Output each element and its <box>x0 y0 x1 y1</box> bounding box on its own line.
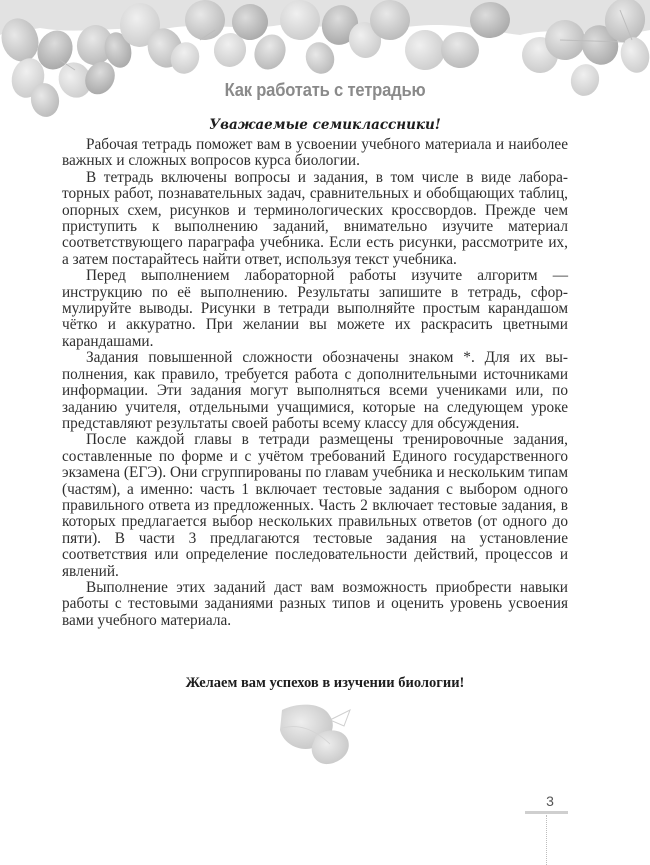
page-title: Как работать с тетрадью <box>224 80 426 100</box>
paragraph: Перед выполнением лабораторной работы изучите алгоритм — инструкцию по её выполнению. Результаты запишите в тетрадь, сформулируйте выводы. Рисунки в тетради выполняйте простым карандашом чётко и аккуратно. При желании вы можете их раскрасить цветными карандашами. <box>62 267 568 350</box>
paragraph: Рабочая тетрадь поможет вам в усвоении учебного материала и наиболее важных и сложных вопросов курса биологии. <box>62 136 568 170</box>
dotted-guide-line <box>546 815 547 865</box>
greeting-heading: Уважаемые семиклассники! <box>209 117 441 133</box>
page-number-underline <box>525 811 568 814</box>
closing-wish: Желаем вам успехов в изучении биологии! <box>185 675 465 691</box>
leaves-banner-illustration <box>0 0 650 120</box>
body-text <box>62 137 568 629</box>
paragraph: В тетрадь включены вопросы и задания, в том числе в виде лабораторных работ, познавательных задач, сравнительных и обобщающих таблиц, опорных схем, рисунков и терминологических кроссвордов. Прежде чем приступить к выполнению заданий, внимательно изучите материал соответствующего параграфа учебника. Если есть рисунки, рассмотрите их, а затем постарайтесь найти ответ, используя текст учебника. <box>62 168 568 268</box>
paragraph: Выполнение этих заданий даст вам возможность приобрести навыки работы с тестовыми заданиями разных типов и оценить уровень усвоения вами учебного материала. <box>62 578 568 629</box>
paragraph: После каждой главы в тетради размещены тренировочные задания, составленные по форме и с учётом требований Единого государственного экзамена (ЕГЭ). Они сгруппированы по главам учебника и нескольким типам (частям), а именно: часть 1 включает тестовые задания с выбором одного правильного ответа из предложенных. Часть 2 включает тестовые задания, в которых предлагается выбор нескольких правильных ответов (от одного до пяти). В части 3 предлагаются тестовые задания на установление соответствия или определение последовательности действий, процессов и явлений. <box>62 431 568 580</box>
leaf-ornament-icon <box>268 698 368 768</box>
paragraph: Задания повышенной сложности обозначены знаком *. Для их выполнения, как правило, требуется работа с дополнительными источниками информации. Эти задания могут выполняться всеми учениками или, по заданию учителя, отдельными учащимися, которые на следующем уроке представляют результаты своей работы всему классу для обсуждения. <box>62 349 568 432</box>
page-number: 3 <box>546 793 554 809</box>
